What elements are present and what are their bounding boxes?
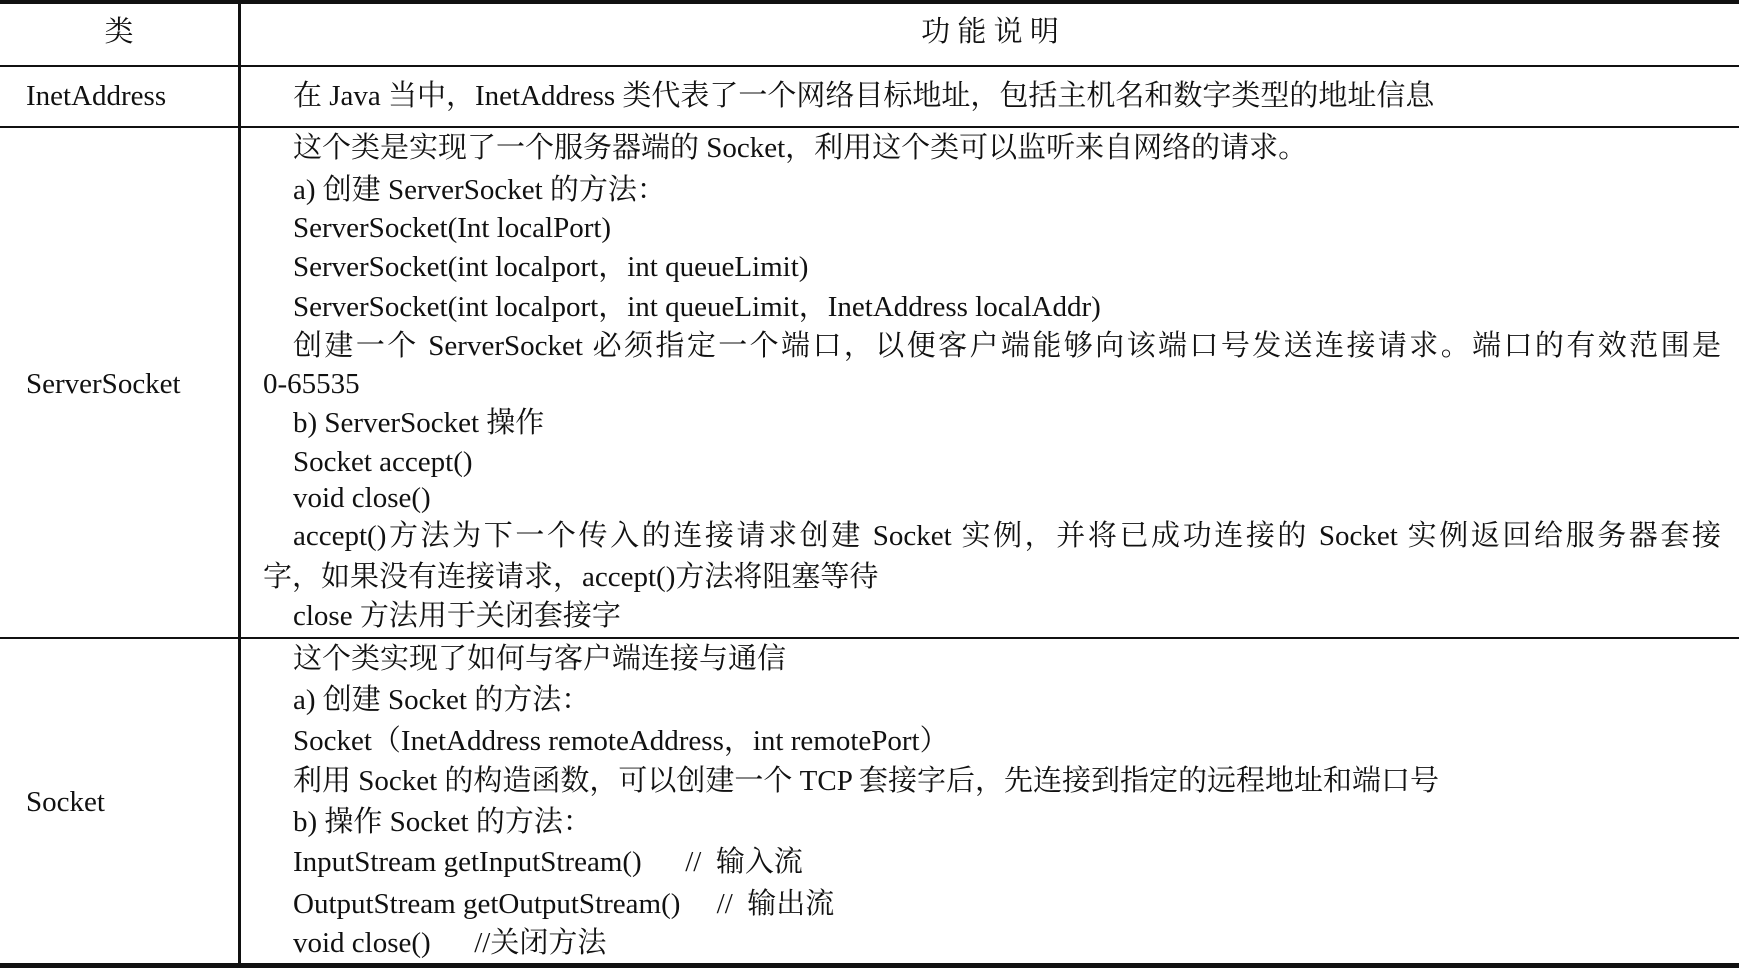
- description-line: OutputStream getOutputStream() // 输出流: [293, 888, 835, 920]
- description-line: 0-65535: [263, 368, 360, 400]
- header-divider: [0, 65, 1739, 67]
- description-line: close 方法用于关闭套接字: [293, 600, 621, 632]
- description-line: a) 创建 ServerSocket 的方法：: [293, 174, 666, 206]
- row-divider: [0, 637, 1739, 639]
- description-line: 字，如果没有连接请求，accept()方法将阻塞等待: [263, 561, 879, 593]
- header-description: 功 能 说 明: [921, 16, 1059, 48]
- description-line: ServerSocket(int localport，int queueLimit，InetAddress localAddr): [293, 291, 1101, 323]
- column-divider: [238, 0, 241, 968]
- description-line: b) ServerSocket 操作: [293, 407, 545, 439]
- description-line: void close(): [293, 482, 431, 514]
- description-line: ServerSocket(int localport，int queueLimit): [293, 251, 809, 283]
- description-line: ServerSocket(Int localPort): [293, 212, 612, 244]
- description-line: 这个类是实现了一个服务器端的 Socket，利用这个类可以监听来自网络的请求。: [293, 132, 1308, 164]
- table-bottom-border: [0, 963, 1739, 968]
- row-divider: [0, 126, 1739, 128]
- description-line: accept()方法为下一个传入的连接请求创建 Socket 实例，并将已成功连接的 Socket 实例返回给服务器套接: [293, 520, 1721, 552]
- table-top-border: [0, 0, 1739, 4]
- description-line: 在 Java 当中，InetAddress 类代表了一个网络目标地址，包括主机名和数字类型的地址信息: [293, 80, 1435, 112]
- description-line: 这个类实现了如何与客户端连接与通信: [293, 643, 787, 675]
- description-line: a) 创建 Socket 的方法：: [293, 684, 591, 716]
- description-line: 创建一个 ServerSocket 必须指定一个端口，以便客户端能够向该端口号发送连接请求。端口的有效范围是: [293, 330, 1721, 362]
- header-class: 类: [104, 16, 134, 48]
- description-line: Socket（InetAddress remoteAddress，int remotePort）: [293, 725, 949, 757]
- class-name: InetAddress: [26, 80, 167, 112]
- class-name: ServerSocket: [26, 368, 181, 400]
- description-line: void close() //关闭方法: [293, 927, 607, 959]
- description-line: 利用 Socket 的构造函数，可以创建一个 TCP 套接字后，先连接到指定的远程地址和端口号: [293, 765, 1440, 797]
- class-name: Socket: [26, 786, 105, 818]
- description-line: b) 操作 Socket 的方法：: [293, 806, 592, 838]
- description-line: InputStream getInputStream() // 输入流: [293, 846, 803, 878]
- description-line: Socket accept(): [293, 446, 473, 478]
